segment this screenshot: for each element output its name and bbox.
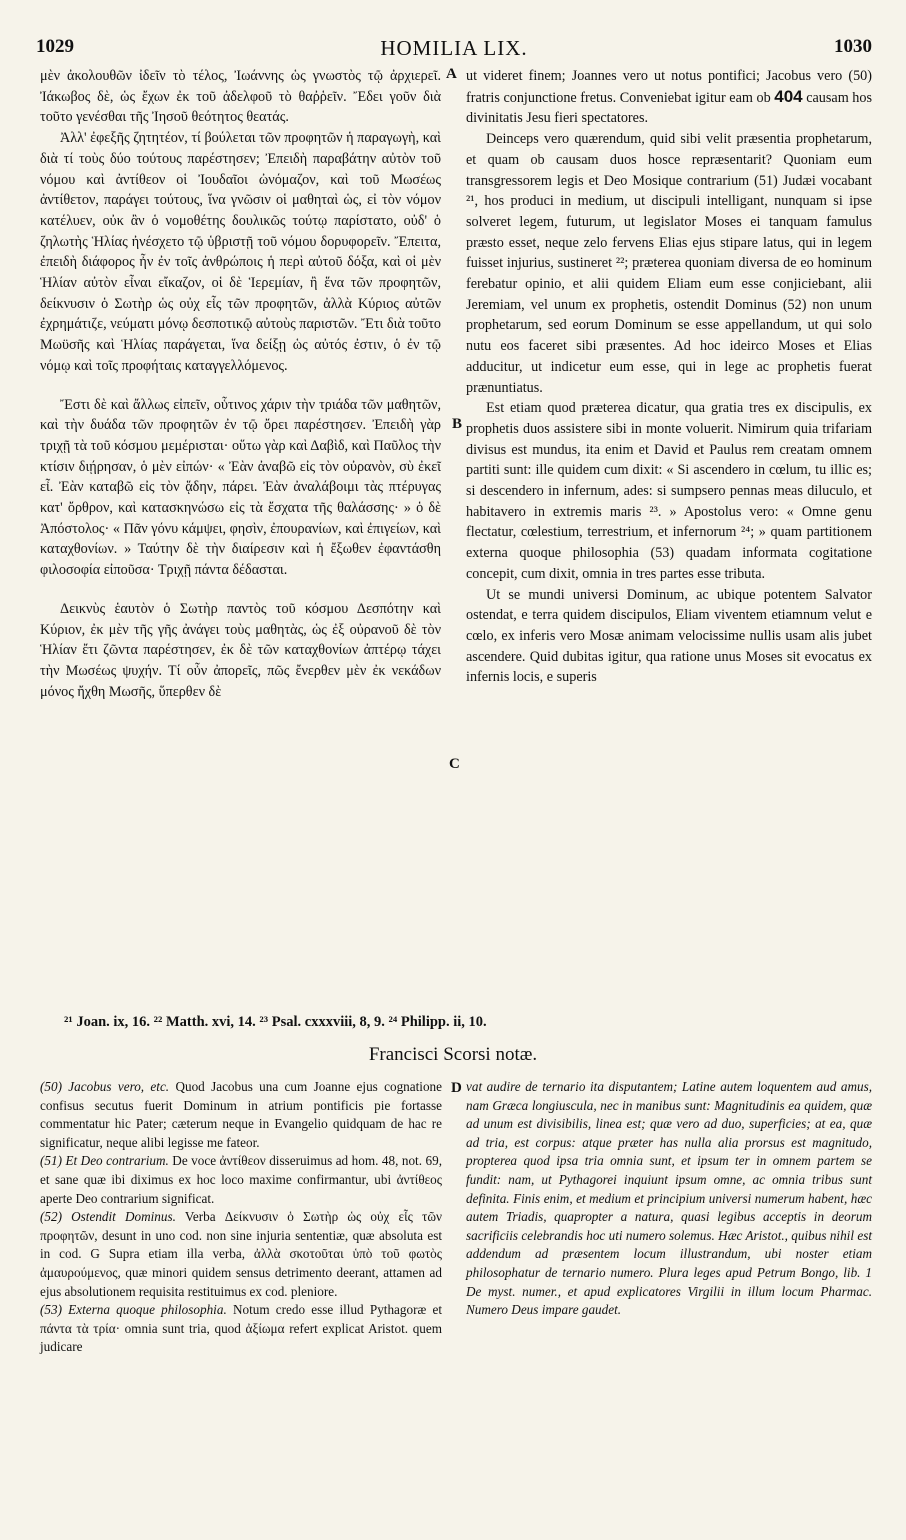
note-lemma: (50) Jacobus vero, etc.: [40, 1079, 170, 1094]
note-text: De voce ἀντίθεον disseruimus ad hom. 48, not. 69, et sane quæ ibi diximus ex hoc loco maxime confirmantur, ubi ἀντίθεος aperte Deo contrarium significat.: [40, 1153, 442, 1206]
page-number-left: 1029: [36, 36, 74, 57]
latin-paragraph: Est etiam quod præterea dicatur, qua gratia tres ex discipulis, ex prophetis duos assistere sibi in monte voluerit. Nimirum quia trifariam divisus est mundus, ita enim et David et Paulus rem creatam omnem partiti sunt: ille quidem cum dixit: « Si ascendero in cœlum, tu illic es; si descendero in infernum, ades: si sumpsero pennas meas diluculo, et habitavero in extremis maris ²³. » Apostolus vero: « Omne genu flectatur, cœlestium, terrestrium, et infernorum ²⁴; » quam partitionem externa quoque philosophia (53) quadam informata cogitatione concepit, cum dixit, omnia in tres partes esse tributa.: [466, 400, 872, 582]
page-header: [36, 36, 872, 62]
note-entry: [40, 1078, 442, 1152]
note-continuation: vat audire de ternario ita disputantem; Latine autem loquentem aud amus, nam Græca longiuscula, nec in manibus sunt: Magnitudinis ea quidem, quæ ad unum est divisibilis, linea est; quæ vero ad duo, superficies; at ea, quæ ad tria, est corpus: atque præter has nulla alia prorsus est magnitudo, propterea quod ipsa tria omnia sunt, et ipsum ter in omnem partem se fundit: nam, ut Pythagorei inquiunt ipsum omne, ac omnia tribus sunt definita. Finis enim, et medium et principium universi numerum habent, hæc autem Triadis, quapropter a natura, quasi legibus acceptis in deorum sacrificiis celebrandis hoc uti numero solemus. Hæc Aristot., quibus nihil est addendum ad præsentem locum illustrandum, ubi noster etiam philosophatur de ternario numero. Plura leges apud Petrum Bongo, lib. 1 De myst. numer., et apud explicatores Virgilii in illum locum Pharmac. Numero Deus impare gaudet.: [466, 1079, 872, 1318]
latin-paragraph: [466, 66, 872, 129]
notes-right-column: [466, 1078, 872, 1320]
greek-column: [40, 66, 441, 702]
note-entry: [40, 1152, 442, 1208]
note-text: Verba Δείκνυσιν ὁ Σωτὴρ ὡς οὐχ εἷς τῶν προφητῶν, desunt in uno cod. non sine injuria sententiæ, quæ absoluta est in cod. G Supra etiam illa verba, ἀλλὰ σκοτοῦται ὑπὸ τοῦ φωτὸς ἀμαυρούμενος, quæ minori quidem sensus detrimento deerant, attamen ad ejus absolutionem requisita restituimus ex cod. pleniore.: [40, 1209, 442, 1299]
margin-letter-d: D: [451, 1080, 462, 1096]
margin-letter-a: A: [446, 66, 457, 82]
margin-letter-b: B: [452, 416, 463, 432]
note-lemma: (51) Et Deo contrarium.: [40, 1153, 169, 1169]
greek-paragraph: Ἔστι δὲ καὶ ἄλλως εἰπεῖν, οὗτινος χάριν τὴν τριάδα τῶν μαθητῶν, καὶ τὴν δυάδα τῶν προφητῶν ἐν τῷ ὄρει παρέστησεν. Ἐπειδὴ γὰρ τριχῇ τὰ τοῦ κόσμου μεμέρισται· οὕτω γὰρ καὶ Δαβὶδ, καὶ Παῦλος τὴν κτίσιν διῄρησαν, ὁ μὲν εἰπών· « Ἐὰν ἀναβῶ εἰς τὸν οὐρανὸν, σὺ ἐκεῖ εἶ. Ἐὰν καταβῶ εἰς τὸν ᾅδην, πάρει. Ἐὰν ἀναλάβοιμι τὰς πτέρυγας κατ' ὄρθρον, καὶ κατασκηνώσω εἰς τὰ ἔσχατα τῆς θαλάσσης· » ὁ δὲ Ἀπόστολος· « Πᾶν γόνυ κάμψει, φησὶν, ἐπουρανίων, καὶ ἐπιγείων, καὶ καταχθονίων. » Ταύτην δὲ τὴν διαίρεσιν καὶ ἡ ἔξωθεν ἐφαντάσθη φιλοσοφία εἰποῦσα· Τριχῇ πάντα δέδασται.: [40, 396, 441, 579]
latin-paragraph: Deinceps vero quærendum, quid sibi velit præsentia prophetarum, et quam ob causam duos hosce repræsentarit? Quoniam eum transgressorem legis et Deo Mosique contrarium (51) Judæi vocabant ²¹, hos produci in medium, ut discipuli intelligant, nunquam si ipse solveret legem, futurum, ut legislator Moses ei tanquam famulus præsto esset, neque zelo fervens Elias ejus stipare latus, qui in legem fuisset injurius, sustineret ²²; præterea quoniam diversa de eo hominum ferebatur opinio, et alii quidem Eliam eum esse conjiciebant, alii Jeremiam, vel unum ex prophetis, ostendit Dominus (52) non unum prophetarum, sed eorum Dominum se esse appellandum, ut qui solo nutu eos faceret sibi præsentes. Ad hoc ideirco Moses et Elias adducitur, ut indicetur eum esse, qui in lege ac prophetis fuerat prænuntiatus.: [466, 131, 872, 396]
latin-text: ut videret finem; Joannes vero ut notus pontifici; Jacobus vero (50) fratris conjunctione fretus. Conveniebat igitur eam ob: [466, 68, 872, 106]
notes-heading: Francisci Scorsi notæ.: [368, 1044, 538, 1065]
margin-letter-c: C: [449, 756, 460, 772]
latin-text: causam hos divinitatis Jesu fieri spectatores.: [466, 89, 873, 127]
note-text: Quod Jacobus una cum Joanne ejus cognatione confisus secutus fuerit Dominum in atrium pontificis pie fortasse commentatur hic Pater; cæterum neque in Evangelio quidquam de hac re significatur, neque alibi legisse me fateor.: [40, 1079, 442, 1150]
running-title: HOMILIA LIX.: [380, 36, 528, 60]
folio-number: 404: [774, 86, 803, 106]
notes-left-column: [40, 1078, 442, 1357]
greek-paragraph: μὲν ἀκολουθῶν ἰδεῖν τὸ τέλος, Ἰωάννης ὡς γνωστὸς τῷ ἀρχιερεῖ. Ἰάκωβος δὲ, ὡς ἔχων ἐκ τοῦ ἀδελφοῦ τὸ θαῤῥεῖν. Ἔδει γοῦν διὰ τοῦτο γενέσθαι τῆς Ἰησοῦ θεότητος θεατάς.: [40, 68, 441, 126]
scripture-references: ²¹ Joan. ix, 16. ²² Matth. xvi, 14. ²³ Psal. cxxxviii, 8, 9. ²⁴ Philipp. ii, 10.: [64, 1014, 487, 1030]
greek-paragraph: Ἀλλ' ἐφεξῆς ζητητέον, τί βούλεται τῶν προφητῶν ἡ παραγωγὴ, καὶ διὰ τί τοὺς δύο τούτους παρέστησεν; Ἐπειδὴ παραβάτην αὐτὸν τοῦ νόμου καὶ ἀντίθεον οἱ Ἰουδαῖοι ὠνόμαζον, καὶ τοῦ Μωσέως ἀντίθετον, παράγει τούτους, ἵνα γνῶσιν οἱ μαθηταὶ ὡς, εἰ τὸν νόμον κατέλυεν, οὐκ ἂν ὁ νομοθέτης δουλικῶς τούτῳ παρίστατο, οὐδ' ὁ ζηλωτὴς Ἡλίας ἠνέσχετο τῷ ὑβριστῇ τοῦ νόμου δορυφορεῖν. Ἔπειτα, ἐπειδὴ διάφορος ἦν ἐν τοῖς ἀνθρώποις ἡ περὶ αὐτοῦ δόξα, καὶ οἱ μὲν Ἡλίαν αὐτὸν εἶναι εἴκαζον, οἱ δὲ Ἱερεμίαν, ἢ ἕνα τῶν προφητῶν, δείκνυσιν ὁ Σωτὴρ ὡς οὐχ εἷς τῶν προφητῶν, ἀλλὰ Κύριος αὐτῶν ἐχρημάτιζε, νεύματι μόνῳ δεσποτικῷ αὐτοὺς παριστῶν. Ἔτι διὰ τοῦτο Μωϋσῆς καὶ Ἡλίας παράγεται, ἵνα δείξῃ ὡς αὐτός ἐστιν, ὁ ἐν τῷ νόμῳ καὶ τοῖς προφήταις καταγγελλόμενος.: [40, 130, 441, 374]
note-lemma: (52) Ostendit Dominus.: [40, 1209, 176, 1225]
latin-paragraph: Ut se mundi universi Dominum, ac ubique potentem Salvator ostendat, e terra quidem discipulos, Eliam viventem etiamnum velut e cœlo, ex inferis vero Mosæ animam velocissime nullis usam alis jubet ascendere. Quid dubitas igitur, qua ratione unus Moses sit evocatus ex infernis locis, e superis: [466, 586, 872, 686]
greek-paragraph: Δεικνὺς ἑαυτὸν ὁ Σωτὴρ παντὸς τοῦ κόσμου Δεσπότην καὶ Κύριον, ἐκ μὲν τῆς γῆς ἀνάγει τοὺς μαθητὰς, ὡς ἐξ οὐρανοῦ δὲ τὸν Ἡλίαν ἔτι ζῶντα παρέστησεν, ἐκ δὲ τῶν καταχθονίων ἀπτέρῳ τάχει τὴν Μωσέως ψυχήν. Τί οὖν ἀπορεῖς, πῶς ἔνερθεν μὲν ἐκ νεκάδων μόνος ἤχθη Μωσῆς, ὕπερθεν δὲ: [40, 600, 441, 700]
note-entry: [40, 1301, 442, 1357]
latin-column: [466, 66, 872, 688]
note-lemma: (53) Externa quoque philosophia.: [40, 1302, 227, 1318]
note-text: Notum credo esse illud Pythagoræ et πάντα τὰ τρία· omnia sunt tria, quod ἀξίωμα refert explicat Aristot. quem judicare: [40, 1302, 442, 1355]
note-entry: [40, 1208, 442, 1301]
page-number-right: 1030: [834, 36, 872, 57]
